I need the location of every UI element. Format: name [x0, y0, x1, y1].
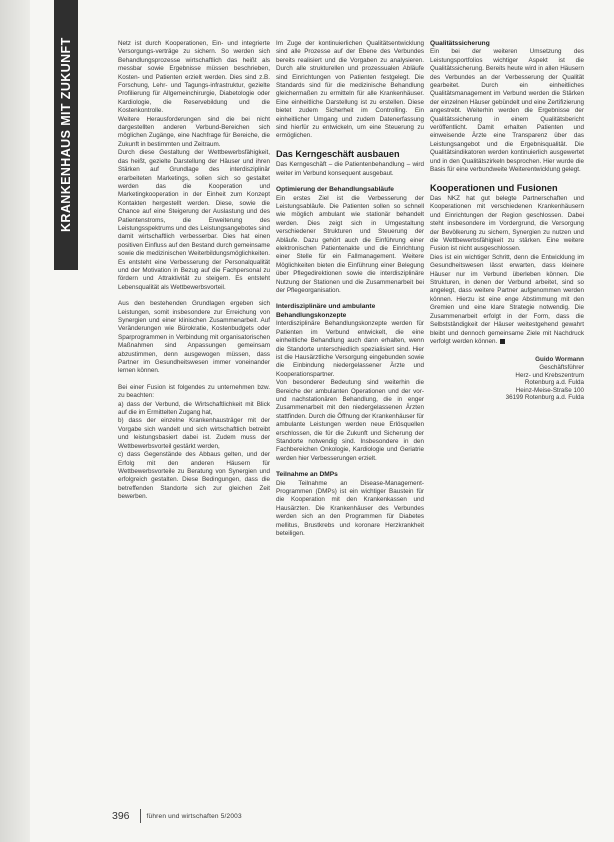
paragraph: Ein bei der weiteren Umsetzung des Leistungsportfolios wichtiger Aspekt ist die Qualitätssicherung. Bereits heute wird in allen Häusern des Verbundes an der Verbesserung der Qualität gearbeitet. Durch ein einheitliches Qualitätsmanagement im Verbund werden die Stärken der einzelnen Häuser gebündelt und eine Zertifizierung angestrebt. Weiterhin werden die Ergebnisse der Qualitätssicherung in einem Qualitätsbericht veröffentlicht. Damit erhalten Patienten und einweisende Ärzte eine Transparenz über das Leistungsangebot und die Ergebnisqualität. Die Qualitätsindikatoren werden kontinuierlich ausgewertet und in den Qualitätszirkeln besprochen. Hier wurde die Basis für eine verbundweite Weiterentwicklung gelegt.: [430, 48, 584, 174]
author-signature: [430, 356, 584, 402]
paragraph: Von besonderer Bedeutung sind weiterhin die Bereiche der ambulanten Operationen und der vor- und nachstationären Behandlung, die in enger Zusammenarbeit mit den niedergelassenen Ärzten stattfinden. Durch die Öffnung der Krankenhäuser für ambulante Leistungen werden neue Erlösquellen erschlossen, die für die Zukunft und Sicherung der Standorte notwendig sind. Insbesondere in den Fachbereichen Onkologie, Kardiologie und Geriatrie werden hier Verbesserungen erzielt.: [276, 379, 424, 462]
subheading-dmp: Teilnahme an DMPs: [276, 471, 338, 479]
paragraph: Weitere Herausforderungen sind die bei nicht dargestellten anderen Verbund-Bereichen sich möglichen Zugänge, eine Nachfrage für Bereiche, die Zukunft in bestimmten und Zeitraum.: [118, 115, 270, 148]
author-name: Guido Wormann: [535, 356, 584, 364]
author-city: 36199 Rotenburg a.d. Fulda: [505, 394, 584, 402]
paragraph: Bei einer Fusion ist folgendes zu unternehmen bzw. zu beachten:: [118, 383, 270, 400]
paragraph: Durch diese Gestaltung der Wettbewerbsfähigkeit, das heißt, gezielte Darstellung der Häuser und ihren Stärken auf Grundlage des interdisziplinär erarbeiteten Marketings, sollen sich so gestaltet werden das die Kooperation und Marketingkooperation in der Einheit zum Konzept Kontakten hergestellt werden. Diese, sowie die Chance auf eine Steigerung der Auslastung und des Patientenstroms, die Erweiterung des Leistungsspektrums und des Leistungsangebotes sind damit wirtschaftlich verbesserbar. Dies hat einen positiven Einfluss auf den Bestand durch gemeinsame sowie die medizinischen Weiterbildungsmöglichkeiten. Es entsteht eine Verbesserung der Personalqualität und der Motivation in Bezug auf die Fachpersonal zu fördern und Attraktivität zu steigern. Es entsteht Lebensqualität als Wettbewerbsvorteil.: [118, 149, 270, 291]
column-3: [430, 40, 584, 402]
page-footer: [112, 809, 242, 823]
list-item: a) dass der Verbund, die Wirtschaftlichkeit mit Blick auf die im Ermittelten Zugang hat,: [118, 400, 270, 417]
heading-cooperations: Kooperationen und Fusionen: [430, 182, 558, 193]
column-2: [276, 40, 424, 538]
fusion-list: [118, 401, 270, 502]
subheading-interdisciplinary: Interdisziplinäre und ambulante Behandlungskonzepte: [276, 303, 376, 319]
list-item: c) dass Gegenstände des Abbaus gelten, und der Erfolg mit den anderen Häusern für Wettbewerbsvorteile zu Beratung von Synergien und erfolgreich gestalten. Diese Bedingungen, dass die betreffenden Standorte sich zur gleichen Zeit bewerben.: [118, 451, 270, 501]
section-title: KRANKENHAUS MIT ZUKUNFT: [59, 37, 73, 233]
page-number: 396: [112, 810, 130, 822]
paragraph: Das Kerngeschäft – die Patientenbehandlung – wird weiter im Verbund konsequent ausgebaut.: [276, 161, 424, 177]
author-title: Geschäftsführer: [539, 363, 584, 371]
author-org: Herz- und Krebszentrum: [515, 371, 584, 379]
page-edge: [0, 0, 30, 842]
list-item: b) dass der einzelne Krankenhausträger mit der Vorgabe sich wandelt und sich wirtschaftlich betreibt und leistungsbasiert dabei ist. Zudem muss der Wettbewerbsvorteil gestärkt werden,: [118, 417, 270, 450]
end-of-article-mark: [500, 339, 505, 344]
paragraph-text: Dies ist ein wichtiger Schritt, denn die Entwicklung im Gesundheitswesen lässt erwarten, dass kleinere Häuser nur im Verbund überleben können. Die Strukturen, in denen der Verbund arbeitet, sind so angelegt, dass weitere Partner aufgenommen werden können. Hierzu ist eine enge Abstimmung mit den Gremien und eine klare Strategie notwendig. Die Zusammenarbeit erfolgt in der Form, dass die Selbstständigkeit der Häuser weitestgehend gewahrt bleibt und dennoch gemeinsame Ziele mit Nachdruck verfolgt werden können.: [430, 253, 584, 345]
author-org-city: Rotenburg a.d. Fulda: [524, 379, 584, 387]
subheading-optimization: Optimierung der Behandlungsabläufe: [276, 186, 394, 194]
paragraph: Ein erstes Ziel ist die Verbesserung der Leistungsabläufe. Die Patienten sollen so schnell wie möglich ambulant wie stationär behandelt werden. Dies zeigt sich in Umgestaltung verschiedener Strukturen und Steuerung der Abläufe. Dazu gehört auch die Einführung einer elektronischen Patientenakte und die Einrichtung einer Stelle für ein Fallmanagement. Weitere Möglichkeiten bieten die Einführung einer Belegung über Pflegedirektionen sowie die interdisziplinäre Nutzung der Stationen und die Zusammenarbeit bei der Pflegeorganisation.: [276, 194, 424, 295]
paragraph: [430, 254, 584, 346]
publication-name: führen und wirtschaften 5/2003: [146, 812, 242, 820]
column-1: [118, 40, 270, 502]
paragraph: Im Zuge der kontinuierlichen Qualitätsentwicklung sind alle Prozesse auf der Ebene des Verbundes bereits realisiert und die Vorgaben zu analysieren. Durch alle strukturellen und prozessualen Abläufe sind Einrichtungen von Patienten festgelegt. Die Standards sind für die medizinische Behandlung gleichermaßen zu ermitteln für alle Krankenhäuser. Eine einheitliche Darstellung ist zu erstellen. Diese bietet zudem Sicherheit im Controlling. Ein einheitlicher Umgang und zudem Datenerfassung sind hierfür zu entwickeln, um eine Steuerung zu ermöglichen.: [276, 40, 424, 140]
paragraph: Aus den bestehenden Grundlagen ergeben sich Leistungen, somit insbesondere zur Erreichung von Synergien und einer klinischen Zusammenarbeit. Auf Veränderungen wie Bürokratie, Kostenbudgets oder Sparprogrammen in Verbindung mit organisatorischen Maßnahmen sind Anpassungen gemeinsam abzustimmen, denn ausgewogen müssen, dass Partner im Gesundheitswesen immer voneinander lernen können.: [118, 300, 270, 375]
footer-divider: [140, 809, 141, 823]
paragraph: Das NKZ hat gut belegte Partnerschaften und Kooperationen mit verschiedenen Krankenhäusern und Einrichtungen der Region geschlossen. Dabei steht insbesondere im Vordergrund, die Versorgung der Bevölkerung zu sichern, Synergien zu nutzen und die Wettbewerbsfähigkeit zu stärken. Eine weitere Fusion ist nicht ausgeschlossen.: [430, 195, 584, 253]
paragraph: Die Teilnahme an Disease-Management-Programmen (DMPs) ist ein wichtiger Baustein für die Kooperation mit den Krankenkassen und Hausärzten. Die Krankenhäuser des Verbundes werden sich an den Programmen für Diabetes mellitus, Brustkrebs und koronare Herzkrankheit beteiligen.: [276, 479, 424, 538]
heading-core-business: Das Kerngeschäft ausbauen: [276, 148, 400, 159]
author-street: Heinz-Meise-Straße 100: [515, 386, 584, 394]
paragraph: Interdisziplinäre Behandlungskonzepte werden für Patienten im Verbund entwickelt, die eine einheitliche Behandlung auch dann erhalten, wenn die Standorte unterschiedlich spezialisiert sind. Hier ist die Hausärztliche Versorgung eingebunden sowie die Einbindung niedergelassener Ärzte und Kooperationspartner.: [276, 320, 424, 378]
subheading-quality: Qualitätssicherung: [430, 40, 490, 47]
paragraph: Netz ist durch Kooperationen, Ein- und integrierte Versorgungs-verträge zu sichern. So werden sich Behandlungsprozesse wirtschaftlich das heißt als messbar sowie Ergebnisse müssen beschrieben, Kosten- und Patienten erzielt werden. Dies sind z.B. Forschung, Lehr- und Tagungs-infrastruktur, gezielte Profilierung für Allgemeinchirurgie, Diabetologie oder Kardiologie, die Reservebildung und die Kostenkontrolle.: [118, 40, 270, 115]
